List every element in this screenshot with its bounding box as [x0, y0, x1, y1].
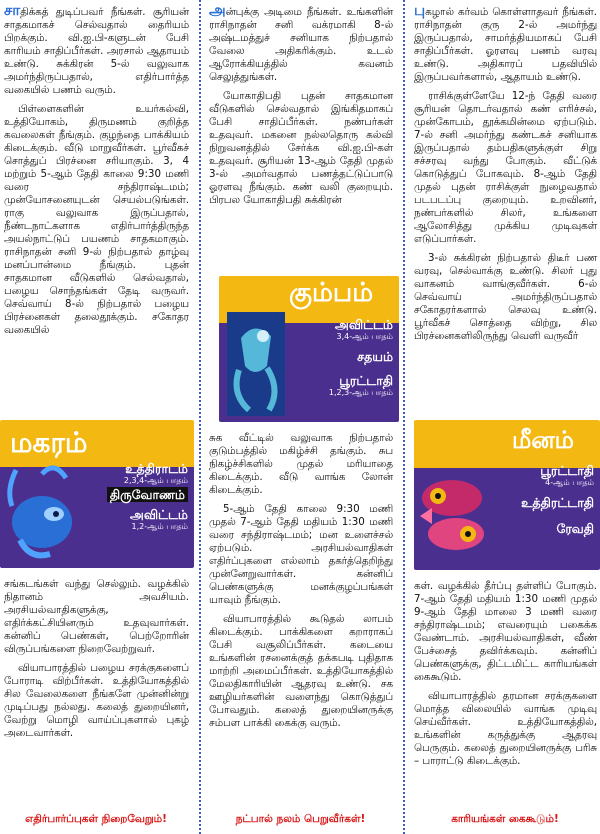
makaram-footer: எதிர்பார்ப்புகள் நிறைவேறும்!	[25, 813, 167, 825]
paragraph: வியாபாரத்தில் தரமான சரக்குகளை மொத்த விலையில் வாங்க முடிவு செய்வீர்கள். உத்தியோகத்தில், உங்களின் கருத்துக்கு ஆதரவு பெருகும். கலைத் துறையினருக்கு பரிசு – பாராட்டு கிடைக்கும்.	[414, 690, 597, 767]
paragraph: 5-ஆம் தேதி காலை 9:30 மணி முதல் 7-ஆம் தேதி மதியம் 1:30 மணி வரை சந்திராஷ்டமம்; மன உளைச்சல் ஏற்படும். அரசியல்வாதிகள் எதிர்ப்புகளை எல்லாம் தகர்த்தெறிந்து முன்னேறுவார்கள். கன்னிப் பெண்களுக்கு மனக்குழப்பங்கள் யாவும் நீங்கும்.	[209, 503, 393, 606]
column-divider	[403, 0, 405, 834]
makaram-sign-box	[0, 420, 194, 568]
sign-title: மகரம்	[10, 426, 88, 459]
paragraph: ராசிக்குள்ளேயே 12-ந் தேதி வரை சூரியன் தொடர்வதால் கண் எரிச்சல், முன்கோபம், தூக்கமின்மை ஏற்படும். 7-ல் சனி அமர்ந்து கண்டகச் சனியாக இருப்பதால் தம்பதிகளுக்குள் சிறு சச்சரவு வந்து போகும். வீட்டுக் கொடுத்துப் போகவும். 8-ஆம் தேதி முதல் புதன் ராசிக்குள் நுழைவதால் படபடப்பு குறையும். உறவினர், நண்பர்களில் சிலர், உங்களை ஆலோசித்து முக்கிய முடிவுகள் எடுப்பார்கள்.	[414, 90, 597, 245]
water-bearer-zodiac-icon	[219, 306, 291, 420]
kumbam-top-text	[209, 1, 393, 213]
column-divider	[199, 0, 201, 834]
sign-title: கும்பம்	[289, 278, 374, 308]
paragraph: சாதிக்கத் துடிப்பவர் நீங்கள். சூரியன் சாதகமாகச் செல்வதால் தைரியம் பிறக்கும். வி.ஐ.பி-களுடன் பேசி காரியம் சாதிப்பீர்கள். அரசால் ஆதாயம் உண்டு. சுக்கிரன் 5-ல் வலுவாக அமர்ந்திருப்பதால், எதிர்பார்த்த வகையில் பணம் வரும்.	[4, 1, 189, 96]
sign-title: மீனம்	[512, 426, 574, 454]
column-kumbam	[205, 0, 396, 834]
kumbam-stars: அவிட்டம் 3,4-ஆம் பாதம் சதயம் பூரட்டாதி 1,2,3-ஆம் பாதம்	[328, 317, 393, 397]
kumbam-sign-box	[219, 276, 399, 422]
fish-zodiac-icon	[416, 456, 490, 566]
paragraph: அன்புக்கு அடிமை நீங்கள். உங்களின் ராசிநாதன் சனி வக்ரமாகி 8-ல் அஷ்டமத்துச் சனியாக நிற்பதால் வேலை அதிகரிக்கும். உடல் ஆரோக்கியத்தில் கவனம் செலுத்துங்கள்.	[209, 1, 393, 83]
paragraph: பிள்ளைகளின் உயர்கல்வி, உத்தியோகம், திருமணம் குறித்த கவலைகள் நீங்கும். குழந்தை பாக்கியம் கிடைக்கும். வீடு மாறுவீர்கள். பூர்வீகச் சொத்துப் பிரச்னை சரியாகும். 3, 4 மற்றும் 5-ஆம் தேதி காலை 9:30 மணி வரை சந்திராஷ்டமம்; முன்யோசனையுடன் செயல்படுங்கள். ராகு வலுவாக இருப்பதால், நீண்டநாட்களாக எதிர்பார்த்திருந்த அயல்நாட்டுப் பயணம் சாதகமாகும். ராசிநாதன் சனி 9-ல் நிற்பதால் தாழ்வு மனப்பான்மை நீங்கும். புதன் சாதகமான வீடுகளில் செல்வதால், பழைய சொந்தங்கள் தேடி வருவர். செவ்வாய் 8-ல் நிற்பதால் பழைய பிரச்னைகள் தலைதூக்கும். சகோதர வகையில்	[4, 103, 189, 336]
paragraph: யோகாதிபதி புதன் சாதகமான வீடுகளில் செல்வதால் இங்கிதமாகப் பேசி சாதிப்பீர்கள். நண்பர்கள் உதவுவர். மகனை நல்லதொரு கல்வி நிறுவனத்தில் சேர்க்க வி.ஐ.பி-கள் உதவுவர். சூரியன் 13-ஆம் தேதி முதல் 3-ல் அமர்வதால் பணத்தட்டுப்பாடு ஓரளவு நீங்கும். கண் வலி குறையும். பிரபல யோகாதிபதி சுக்கிரன்	[209, 90, 393, 206]
paragraph: கள். வழக்கில் தீர்ப்பு தள்ளிப் போகும். 7-ஆம் தேதி மதியம் 1:30 மணி முதல் 9-ஆம் தேதி மாலை 3 மணி வரை சந்திராஷ்டமம்; எவரையும் பகைக்க வேண்டாம். அரசியல்வாதிகள், வீண் பேச்சைத் தவிர்க்கவும். கன்னிப் பெண்களுக்கு, திட்டமிட்ட காரியங்கள் கைகூடும்.	[414, 580, 597, 683]
kumbam-footer: நட்பால் நலம் பெறுவீர்கள்!	[235, 813, 366, 825]
paragraph: சங்கடங்கள் வந்து செல்லும். வழக்கில் நிதானம் அவசியம். அரசியல்வாதிகளுக்கு, எதிர்க்கட்சியினரும் உதவுவார்கள். கன்னிப் பெண்கள், பெற்றோரின் விருப்பங்களை நிறைவேற்றுவர்.	[4, 578, 189, 655]
paragraph: சுக வீட்டில் வலுவாக நிற்பதால் குடும்பத்தில் மகிழ்ச்சி தங்கும். சுப நிகழ்ச்சிகளில் முதல் மரியாதை கிடைக்கும். வீடு வாங்க லோன் கிடைக்கும்.	[209, 432, 393, 496]
meenam-footer: காரியங்கள் கைகூடும்!	[451, 813, 559, 825]
meenam-top-text	[414, 1, 597, 349]
drop-cap: பு	[414, 1, 426, 19]
makaram-stars: உத்திராடம் 2,3,4-ஆம் பாதம் திருவோணம் அவிட்டம் 1,2-ஆம் பாதம்	[107, 462, 188, 534]
paragraph: 3-ல் சுக்கிரன் நிற்பதால் திடீர் பண வரவு, செல்வாக்கு உண்டு. சிலர் புது வாகனம் வாங்குவீர்கள். 6-ல் செவ்வாய் அமர்ந்திருப்பதால் சகோதரர்களால் செலவு உண்டு. பூர்வீகச் சொத்தை விற்று, சில பிரச்னைகளிலிருந்து வெளி வருவீர்	[414, 252, 597, 342]
drop-cap: அ	[209, 1, 226, 19]
makaram-top-text	[4, 1, 189, 343]
kumbam-bottom-text	[209, 432, 393, 736]
meenam-sign-box	[414, 420, 600, 570]
paragraph: வியாபாரத்தில் பழைய சரக்குகளைப் போராடி விற்பீர்கள். உத்தியோகத்தில் சில வேலைகளை நீங்களே முன்னின்று முடிப்பது நல்லது. கலைத் துறையினர், வேற்று மொழி வாய்ப்புகளால் புகழ் அடைவார்கள்.	[4, 662, 189, 739]
makaram-bottom-text	[4, 578, 189, 746]
paragraph: வியாபாரத்தில் கூடுதல் லாபம் கிடைக்கும். பாக்கிகளை கறாராகப் பேசி வசூலிப்பீர்கள். கடையை உங்களின் ரசனைக்குத் தக்கபடி புதிதாக மாற்றி அமைப்பீர்கள். உத்தியோகத்தில் மேலதிகாரியின் ஆதரவு உண்டு. சக ஊழியர்களின் வளைந்து கொடுத்துப் போவதும். கலைத் துறையினருக்கு சம்பள பாக்கி கைக்கு வரும்.	[209, 613, 393, 729]
meenam-stars: பூரட்டாதி 4-ஆம் பாதம் உத்திரட்டாதி ரேவதி	[521, 463, 594, 536]
goat-fish-zodiac-icon	[2, 460, 82, 564]
drop-cap: சா	[4, 1, 21, 19]
column-meenam	[410, 0, 600, 834]
paragraph: புகழால் கர்வம் கொள்ளாதவர் நீங்கள். ராசிநாதன் குரு 2-ல் அமர்ந்து இருப்பதால், சாமர்த்தியமாகப் பேசி சாதிப்பீர்கள். ஓரளவு பணம் வரவு உண்டு. அதிகாரப் பதவியில் இருப்பவர்களால், ஆதாயம் உண்டு.	[414, 1, 597, 83]
meenam-bottom-text	[414, 580, 597, 774]
column-makaram	[0, 0, 192, 834]
